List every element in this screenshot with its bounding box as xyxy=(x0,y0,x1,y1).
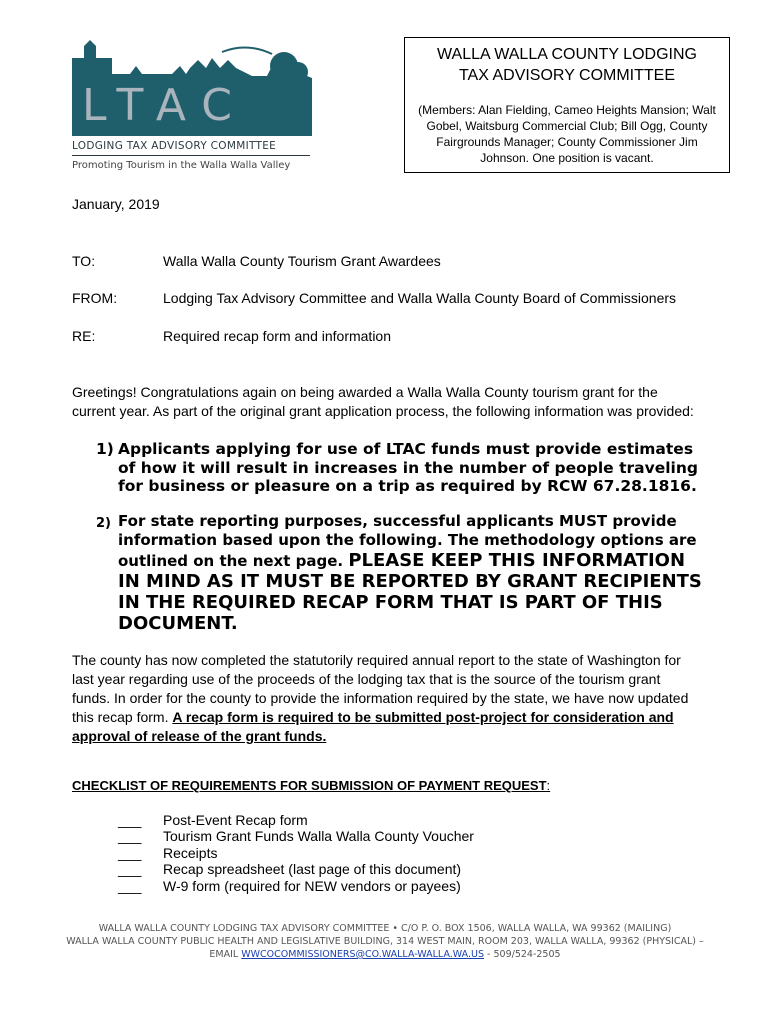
checklist-blank[interactable]: ___ xyxy=(118,812,142,828)
footer-line-1: WALLA WALLA COUNTY LODGING TAX ADVISORY COMMITTEE • C/O P. O. BOX 1506, WALLA WALLA, WA 99362 (MAILING) xyxy=(98,923,672,934)
footer xyxy=(20,922,750,961)
body-emphasis: A recap form is required to be submitted post-project for consideration and approval of release of the grant funds. xyxy=(72,709,674,744)
greeting-paragraph: Greetings! Congratulations again on being awarded a Walla Walla County tourism grant for the current year. As part of the original grant application process, the following information was provided: xyxy=(72,384,694,419)
memo-re-label: RE: xyxy=(72,328,96,344)
checklist-item: W-9 form (required for NEW vendors or payees) xyxy=(163,878,461,894)
body-text: The county has now completed the statutorily required annual report to the state of Washington for last year regarding use of the proceeds of the lodging tax that is the source of the tourism grant funds. In order for the county to provide the information required by the state, we have now updated this recap form. xyxy=(72,652,689,725)
requirement-2 xyxy=(96,512,706,634)
checklist-blank[interactable]: ___ xyxy=(118,845,142,861)
committee-title: WALLA WALLA COUNTY LODGING TAX ADVISORY COMMITTEE xyxy=(437,46,697,84)
memo-to-label: TO: xyxy=(72,253,96,269)
committee-box xyxy=(404,37,730,173)
logo-subtitle: LODGING TAX ADVISORY COMMITTEE xyxy=(72,140,277,152)
footer-email-label: EMAIL xyxy=(209,949,239,960)
committee-members: (Members: Alan Fielding, Cameo Heights Mansion; Walt Gobel, Waitsburg Commercial Club; Bill Ogg, County Fairgrounds Manager; County Commissioner Jim Johnson. One position is vacant. xyxy=(418,103,716,165)
footer-phone: - 509/524-2505 xyxy=(487,949,561,960)
checklist-item: Recap spreadsheet (last page of this document) xyxy=(163,861,462,877)
footer-email-link[interactable]: WWCOCOMMISSIONERS@CO.WALLA-WALLA.WA.US xyxy=(241,949,485,960)
logo-divider xyxy=(72,155,310,156)
logo-letters: LTAC xyxy=(82,80,248,131)
checklist-item: Post-Event Recap form xyxy=(163,812,308,828)
footer-line-2: WALLA WALLA COUNTY PUBLIC HEALTH AND LEGISLATIVE BUILDING, 314 WEST MAIN, ROOM 203, WALLA WALLA, 99362 (PHYSICAL) – xyxy=(66,936,704,947)
ltac-logo xyxy=(72,36,312,176)
memo-from-label: FROM: xyxy=(72,290,118,306)
checklist-heading xyxy=(72,778,550,793)
requirement-1-text: Applicants applying for use of LTAC funds must provide estimates of how it will result in increases in the number of people traveling for business or pleasure on a trip as required by RCW 67.28.1816. xyxy=(118,440,698,495)
checklist-heading-colon: : xyxy=(546,778,551,793)
body-paragraph xyxy=(72,651,702,746)
checklist-heading-text: CHECKLIST OF REQUIREMENTS FOR SUBMISSION OF PAYMENT REQUEST xyxy=(72,778,547,793)
requirement-2-text: For state reporting purposes, successful applicants MUST provide information based upon the following. The methodology options are outlined on the next page. xyxy=(118,512,697,570)
letter-date: January, 2019 xyxy=(72,196,160,212)
requirement-2-number: 2) xyxy=(96,516,111,531)
requirement-1 xyxy=(96,440,706,496)
checklist-blank[interactable]: ___ xyxy=(118,878,142,894)
checklist-item: Receipts xyxy=(163,845,218,861)
checklist-item: Tourism Grant Funds Walla Walla County Voucher xyxy=(163,828,474,844)
logo-tagline: Promoting Tourism in the Walla Walla Valley xyxy=(72,160,291,171)
requirement-1-number: 1) xyxy=(96,440,114,458)
checklist-blank[interactable]: ___ xyxy=(118,828,142,844)
requirement-2-emphasis: PLEASE KEEP THIS INFORMATION IN MIND AS IT MUST BE REPORTED BY GRANT RECIPIENTS IN THE REQUIRED RECAP FORM THAT IS PART OF THIS DOCUMENT. xyxy=(118,550,702,634)
memo-to-value: Walla Walla County Tourism Grant Awardees xyxy=(163,253,441,269)
memo-from-value: Lodging Tax Advisory Committee and Walla Walla County Board of Commissioners xyxy=(163,290,677,306)
checklist-blank[interactable]: ___ xyxy=(118,861,142,877)
memo-re-value: Required recap form and information xyxy=(163,328,392,344)
